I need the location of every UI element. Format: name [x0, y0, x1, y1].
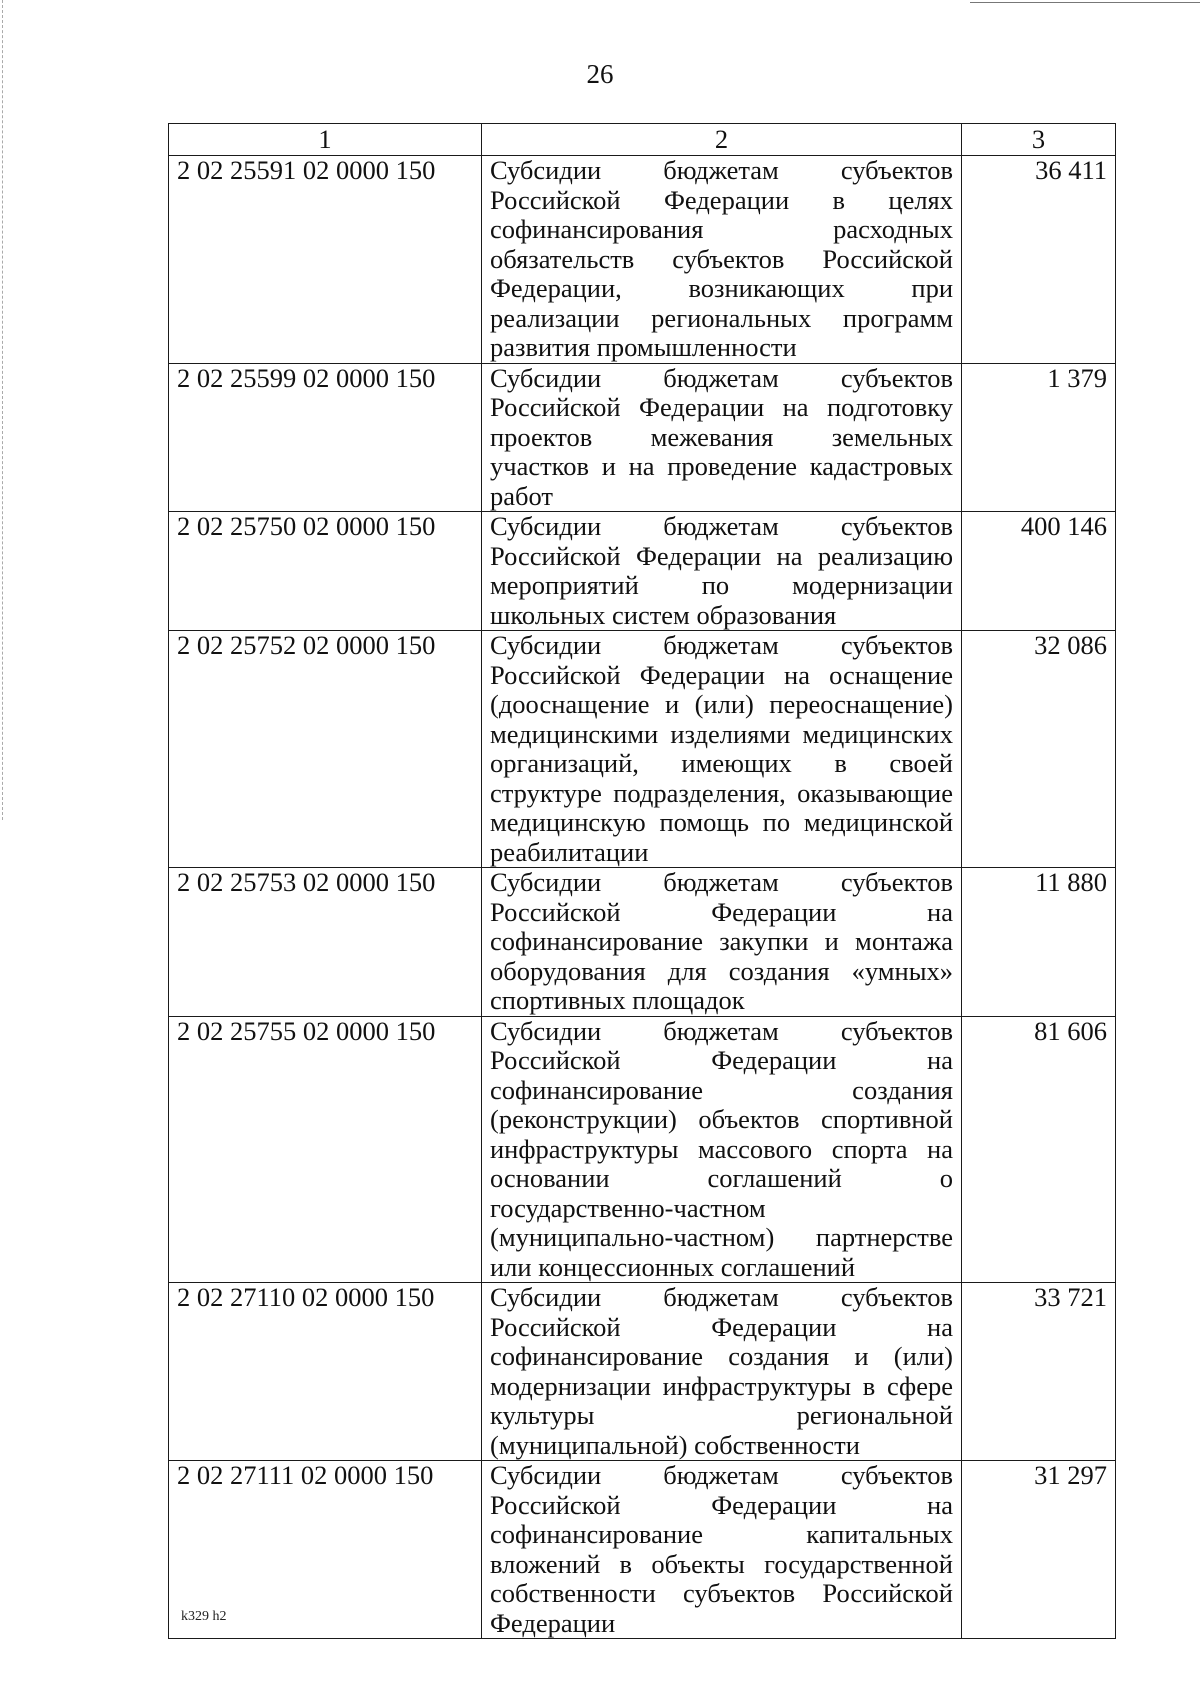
table-row: [169, 868, 1116, 1017]
row-amount: 31 297: [962, 1461, 1116, 1639]
row-description: Субсидии бюджетам субъектов Российской Федерации на софинансирование капитальных вложений в объекты государственной собственности субъектов Российской Федерации: [482, 1461, 962, 1639]
table-row: [169, 512, 1116, 631]
table-row: [169, 1016, 1116, 1283]
footer-document-code: k329 h2: [181, 1609, 227, 1624]
budget-code: 2 02 25752 02 0000 150: [169, 631, 482, 868]
table-row: [169, 1283, 1116, 1461]
table-header-row: [169, 124, 1116, 156]
row-amount: 33 721: [962, 1283, 1116, 1461]
row-amount: 81 606: [962, 1016, 1116, 1283]
budget-code: 2 02 25591 02 0000 150: [169, 156, 482, 364]
row-description: Субсидии бюджетам субъектов Российской Федерации на реализацию мероприятий по модернизации школьных систем образования: [482, 512, 962, 631]
row-description: Субсидии бюджетам субъектов Российской Федерации на подготовку проектов межевания земельных участков и на проведение кадастровых работ: [482, 363, 962, 512]
budget-code: 2 02 25753 02 0000 150: [169, 868, 482, 1017]
budget-code: 2 02 27110 02 0000 150: [169, 1283, 482, 1461]
row-description: Субсидии бюджетам субъектов Российской Федерации на софинансирование создания (реконструкции) объектов спортивной инфраструктуры массового спорта на основании соглашений о государственно-частном (муниципально-частном) партнерстве или концессионных соглашений: [482, 1016, 962, 1283]
column-header-2: 2: [482, 124, 962, 156]
table-row: [169, 156, 1116, 364]
scan-top-rule: [970, 2, 1200, 4]
table-row: [169, 363, 1116, 512]
budget-code: 2 02 25750 02 0000 150: [169, 512, 482, 631]
row-description: Субсидии бюджетам субъектов Российской Федерации на оснащение (дооснащение и (или) переоснащение) медицинскими изделиями медицинских организаций, имеющих в своей структуре подразделения, оказывающие медицинскую помощь по медицинской реабилитации: [482, 631, 962, 868]
row-amount: 32 086: [962, 631, 1116, 868]
column-header-1: 1: [169, 124, 482, 156]
table-row: [169, 631, 1116, 868]
budget-table: [168, 123, 1116, 1639]
row-description: Субсидии бюджетам субъектов Российской Федерации на софинансирование создания и (или) модернизации инфраструктуры в сфере культуры региональной (муниципальной) собственности: [482, 1283, 962, 1461]
scan-left-edge: [2, 0, 4, 820]
budget-code: 2 02 27111 02 0000 150: [169, 1461, 482, 1639]
row-amount: 1 379: [962, 363, 1116, 512]
row-amount: 11 880: [962, 868, 1116, 1017]
budget-code: 2 02 25755 02 0000 150: [169, 1016, 482, 1283]
row-amount: 36 411: [962, 156, 1116, 364]
table-row: [169, 1461, 1116, 1639]
row-description: Субсидии бюджетам субъектов Российской Федерации на софинансирование закупки и монтажа оборудования для создания «умных» спортивных площадок: [482, 868, 962, 1017]
column-header-3: 3: [962, 124, 1116, 156]
row-amount: 400 146: [962, 512, 1116, 631]
budget-code: 2 02 25599 02 0000 150: [169, 363, 482, 512]
row-description: Субсидии бюджетам субъектов Российской Федерации в целях софинансирования расходных обязательств субъектов Российской Федерации, возникающих при реализации региональных программ развития промышленности: [482, 156, 962, 364]
page-number: 26: [586, 59, 614, 89]
